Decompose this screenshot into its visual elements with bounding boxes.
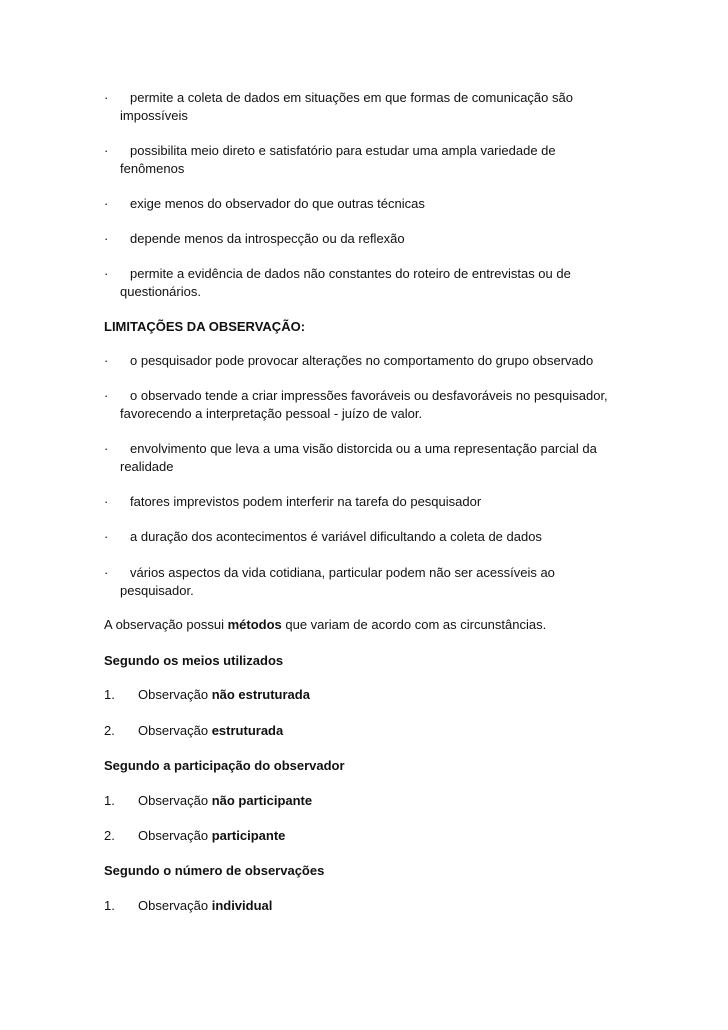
advantage-item [104,230,624,248]
bullet-marker: · [104,353,109,368]
bullet-marker: · [104,529,109,544]
advantage-item [104,142,624,178]
numbered-item [104,722,283,740]
limitation-item [104,440,624,476]
item-number: 1. [104,898,115,913]
limitation-item [104,387,624,423]
advantage-item [104,265,624,301]
item-prefix: Observação [138,723,212,738]
limitation-item [104,564,624,600]
item-prefix: Observação [138,898,212,913]
limitation-text-line2: realidade [120,459,174,474]
item-number: 2. [104,828,115,843]
advantage-text-line1: permite a coleta de dados em situações em que formas de comunicação são [130,90,573,105]
limitation-item [104,528,624,546]
group-heading: Segundo a participação do observador [104,758,345,773]
limitation-text-line1: a duração dos acontecimentos é variável dificultando a coleta de dados [130,529,542,544]
advantage-item [104,89,624,125]
bullet-marker: · [104,388,109,403]
advantage-text-line1: exige menos do observador do que outras técnicas [130,196,425,211]
numbered-item [104,897,272,915]
group-heading: Segundo o número de observações [104,863,325,878]
bullet-marker: · [104,565,109,580]
group-heading: Segundo os meios utilizados [104,653,284,668]
limitation-text-line1: envolvimento que leva a uma visão distorcida ou a uma representação parcial da [130,441,597,456]
bullet-marker: · [104,90,109,105]
item-bold: não estruturada [211,687,310,702]
methods-sentence [104,616,644,634]
item-bold: participante [211,828,286,843]
item-number: 2. [104,723,115,738]
advantage-text-line1: possibilita meio direto e satisfatório para estudar uma ampla variedade de [130,143,556,158]
item-number: 1. [104,793,115,808]
item-prefix: Observação [138,687,212,702]
limitation-text-line2: pesquisador. [120,583,194,598]
item-bold: estruturada [211,723,284,738]
advantage-text-line2: fenômenos [120,161,185,176]
limitation-text-line1: fatores imprevistos podem interferir na tarefa do pesquisador [130,494,482,509]
advantage-item [104,195,624,213]
item-prefix: Observação [138,828,212,843]
bullet-marker: · [104,441,109,456]
item-bold: individual [211,898,273,913]
item-prefix: Observação [138,793,212,808]
bullet-marker: · [104,231,109,246]
methods-sentence-after: que variam de acordo com as circunstâncias. [281,617,547,632]
numbered-item [104,686,310,704]
bullet-marker: · [104,494,109,509]
limitations-heading: LIMITAÇÕES DA OBSERVAÇÃO: [104,319,306,334]
advantage-text-line1: depende menos da introspecção ou da reflexão [130,231,405,246]
limitation-text-line1: o pesquisador pode provocar alterações no comportamento do grupo observado [130,353,594,368]
advantage-text-line2: impossíveis [120,108,188,123]
numbered-item [104,827,285,845]
numbered-item [104,792,312,810]
item-bold: não participante [211,793,313,808]
limitation-text-line2: favorecendo a interpretação pessoal - juízo de valor. [120,406,423,421]
methods-sentence-bold: métodos [227,617,282,632]
bullet-marker: · [104,196,109,211]
advantage-text-line2: questionários. [120,284,201,299]
item-number: 1. [104,687,115,702]
bullet-marker: · [104,266,109,281]
advantage-text-line1: permite a evidência de dados não constantes do roteiro de entrevistas ou de [130,266,571,281]
limitation-text-line1: o observado tende a criar impressões favoráveis ou desfavoráveis no pesquisador, [130,388,608,403]
limitation-item [104,352,624,370]
limitation-text-line1: vários aspectos da vida cotidiana, particular podem não ser acessíveis ao [130,565,555,580]
limitation-item [104,493,624,511]
bullet-marker: · [104,143,109,158]
methods-sentence-before: A observação possui [104,617,228,632]
